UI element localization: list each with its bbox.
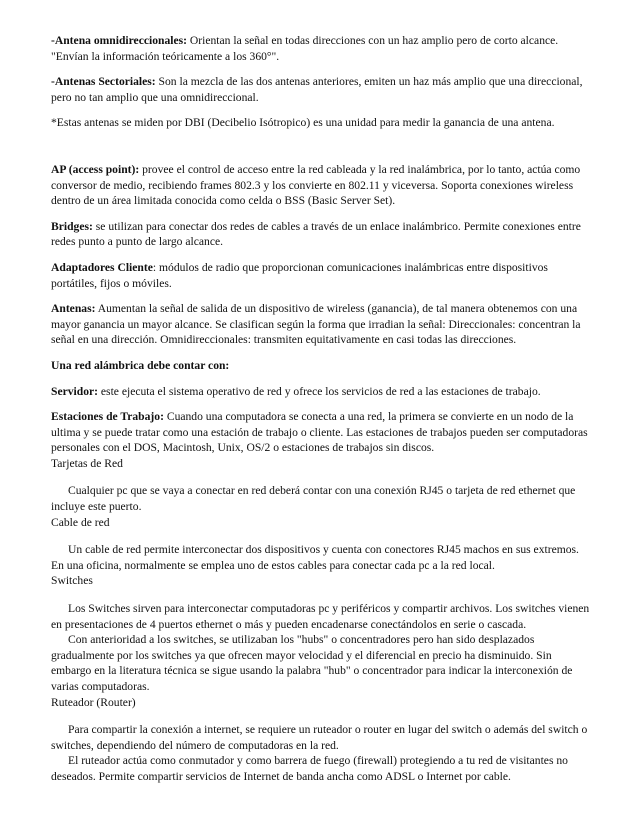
paragraph-text: se utilizan para conectar dos redes de cables a través de un enlace inalámbrico. Permite conexiones entre redes punto a punto de largo alcance.: [51, 219, 581, 249]
section-heading-switches: Switches: [51, 574, 93, 588]
paragraph-lead: Estaciones de Trabajo:: [51, 410, 164, 424]
section-body: Para compartir la conexión a internet, se requiere un ruteador o router en lugar del switch o además del switch o switches, dependiendo del número de computadoras en la red.: [51, 723, 588, 752]
paragraph-text: Son la mezcla de las dos antenas anteriores, emiten un haz más amplio que una direccional, pero no tan amplio que una omnidireccional.: [51, 75, 583, 104]
paragraph-text: provee el control de acceso entre la red cableada y la red inalámbrica, por lo tanto, actúa como conversor de medio, recibiendo frames 802.3 y los convierte en 802.11 y viceversa. Soporta conexiones wireless dentro de un área limitada conocida como celda o BSS (Basic Server Set).: [51, 162, 581, 208]
paragraph-antena-omnidireccional: [51, 33, 591, 64]
document-page: [51, 33, 591, 785]
paragraph-text: *Estas antenas se miden por DBI (Decibelio Isótropico) es una unidad para medir la ganancia de una antena.: [51, 116, 555, 130]
paragraph-text: este ejecuta el sistema operativo de red y ofrece los servicios de red a las estaciones de trabajo.: [98, 384, 541, 398]
section-heading-ruteador: Ruteador (Router): [51, 695, 136, 709]
paragraph-lead: -Antena omnidireccionales:: [51, 34, 188, 47]
paragraph-text: Orientan la señal en todas direcciones con un haz amplio pero de corto alcance. "Envían la información teóricamente a los 360°".: [51, 34, 559, 63]
section-heading-tarjetas: Tarjetas de Red: [51, 456, 123, 470]
paragraph-access-point: [51, 162, 591, 209]
paragraph-lead: Servidor:: [51, 384, 99, 398]
paragraph-antenas-sectoriales: [51, 74, 591, 105]
paragraph-adaptadores-cliente: [51, 260, 591, 291]
section-body: Cualquier pc que se vaya a conectar en red deberá contar con una conexión RJ45 o tarjeta de red ethernet que incluye este puerto.: [51, 484, 576, 514]
paragraph-antenas: [51, 301, 591, 348]
paragraph-lead: Adaptadores Cliente: [51, 260, 153, 274]
section-body: Un cable de red permite interconectar dos dispositivos y cuenta con conectores RJ45 machos en sus extremos. En una oficina, normalmente se emplea uno de estos cables para conectar cada pc a la red local.: [51, 543, 579, 572]
section-heading-cable: Cable de red: [51, 515, 110, 529]
paragraph-text: Aumentan la señal de salida de un dispositivo de wireless (ganancia), de tal manera obtenemos con una mayor ganancia un mayor alcance. Se clasifican según la forma que irradian la señal: Direccionales: concentran la señal en una dirección. Omnidireccionales: transmiten equitativamente en casi todas las direcciones.: [51, 302, 581, 347]
paragraph-estaciones-trabajo: [51, 409, 591, 456]
paragraph-text: Cuando una computadora se conecta a una red, la primera se convierte en un nodo de la ultima y se puede tratar como una estación de trabajo o cliente. Las estaciones de trabajos pueden ser computadoras personales con el DOS, Macintosh, Unix, OS/2 o estaciones de trabajos sin discos.: [51, 410, 588, 455]
section-body: Los Switches sirven para interconectar computadoras pc y periféricos y compartir archivos. Los switches vienen en presentaciones de 4 puertos ethernet o más y pueden encadenarse conectándolos en serie o cascada.: [51, 602, 590, 631]
section-body: Con anterioridad a los switches, se utilizaban los "hubs" o concentradores pero han sido desplazados gradualmente por los switches ya que ofrecen mayor velocidad y el diferencial en precio ha disminuido. Sin embargo en la literatura técnica se sigue usando la palabra "hub" o concentrador para indicar la interconexión de varias computadoras.: [51, 633, 573, 693]
paragraph-lead: Una red alámbrica debe contar con:: [51, 358, 230, 372]
paragraph-lead: Antenas:: [51, 302, 96, 316]
paragraph-servidor: [51, 384, 591, 400]
paragraph-text: : módulos de radio que proporcionan comunicaciones inalámbricas entre dispositivos portátiles, fijos o móviles.: [51, 260, 548, 290]
paragraph-red-alambrica-heading: [51, 358, 591, 374]
paragraph-lead: AP (access point):: [51, 162, 140, 176]
section-body: El ruteador actúa como conmutador y como barrera de fuego (firewall) protegiendo a tu red de visitantes no deseados. Permite compartir servicios de Internet de banda ancha como ADSL o Internet por cable.: [51, 754, 568, 783]
paragraph-dbi-note: [51, 115, 591, 131]
paragraph-bridges: [51, 219, 591, 250]
paragraph-lead: Bridges:: [51, 219, 93, 233]
paragraph-lead: -Antenas Sectoriales:: [51, 75, 156, 89]
